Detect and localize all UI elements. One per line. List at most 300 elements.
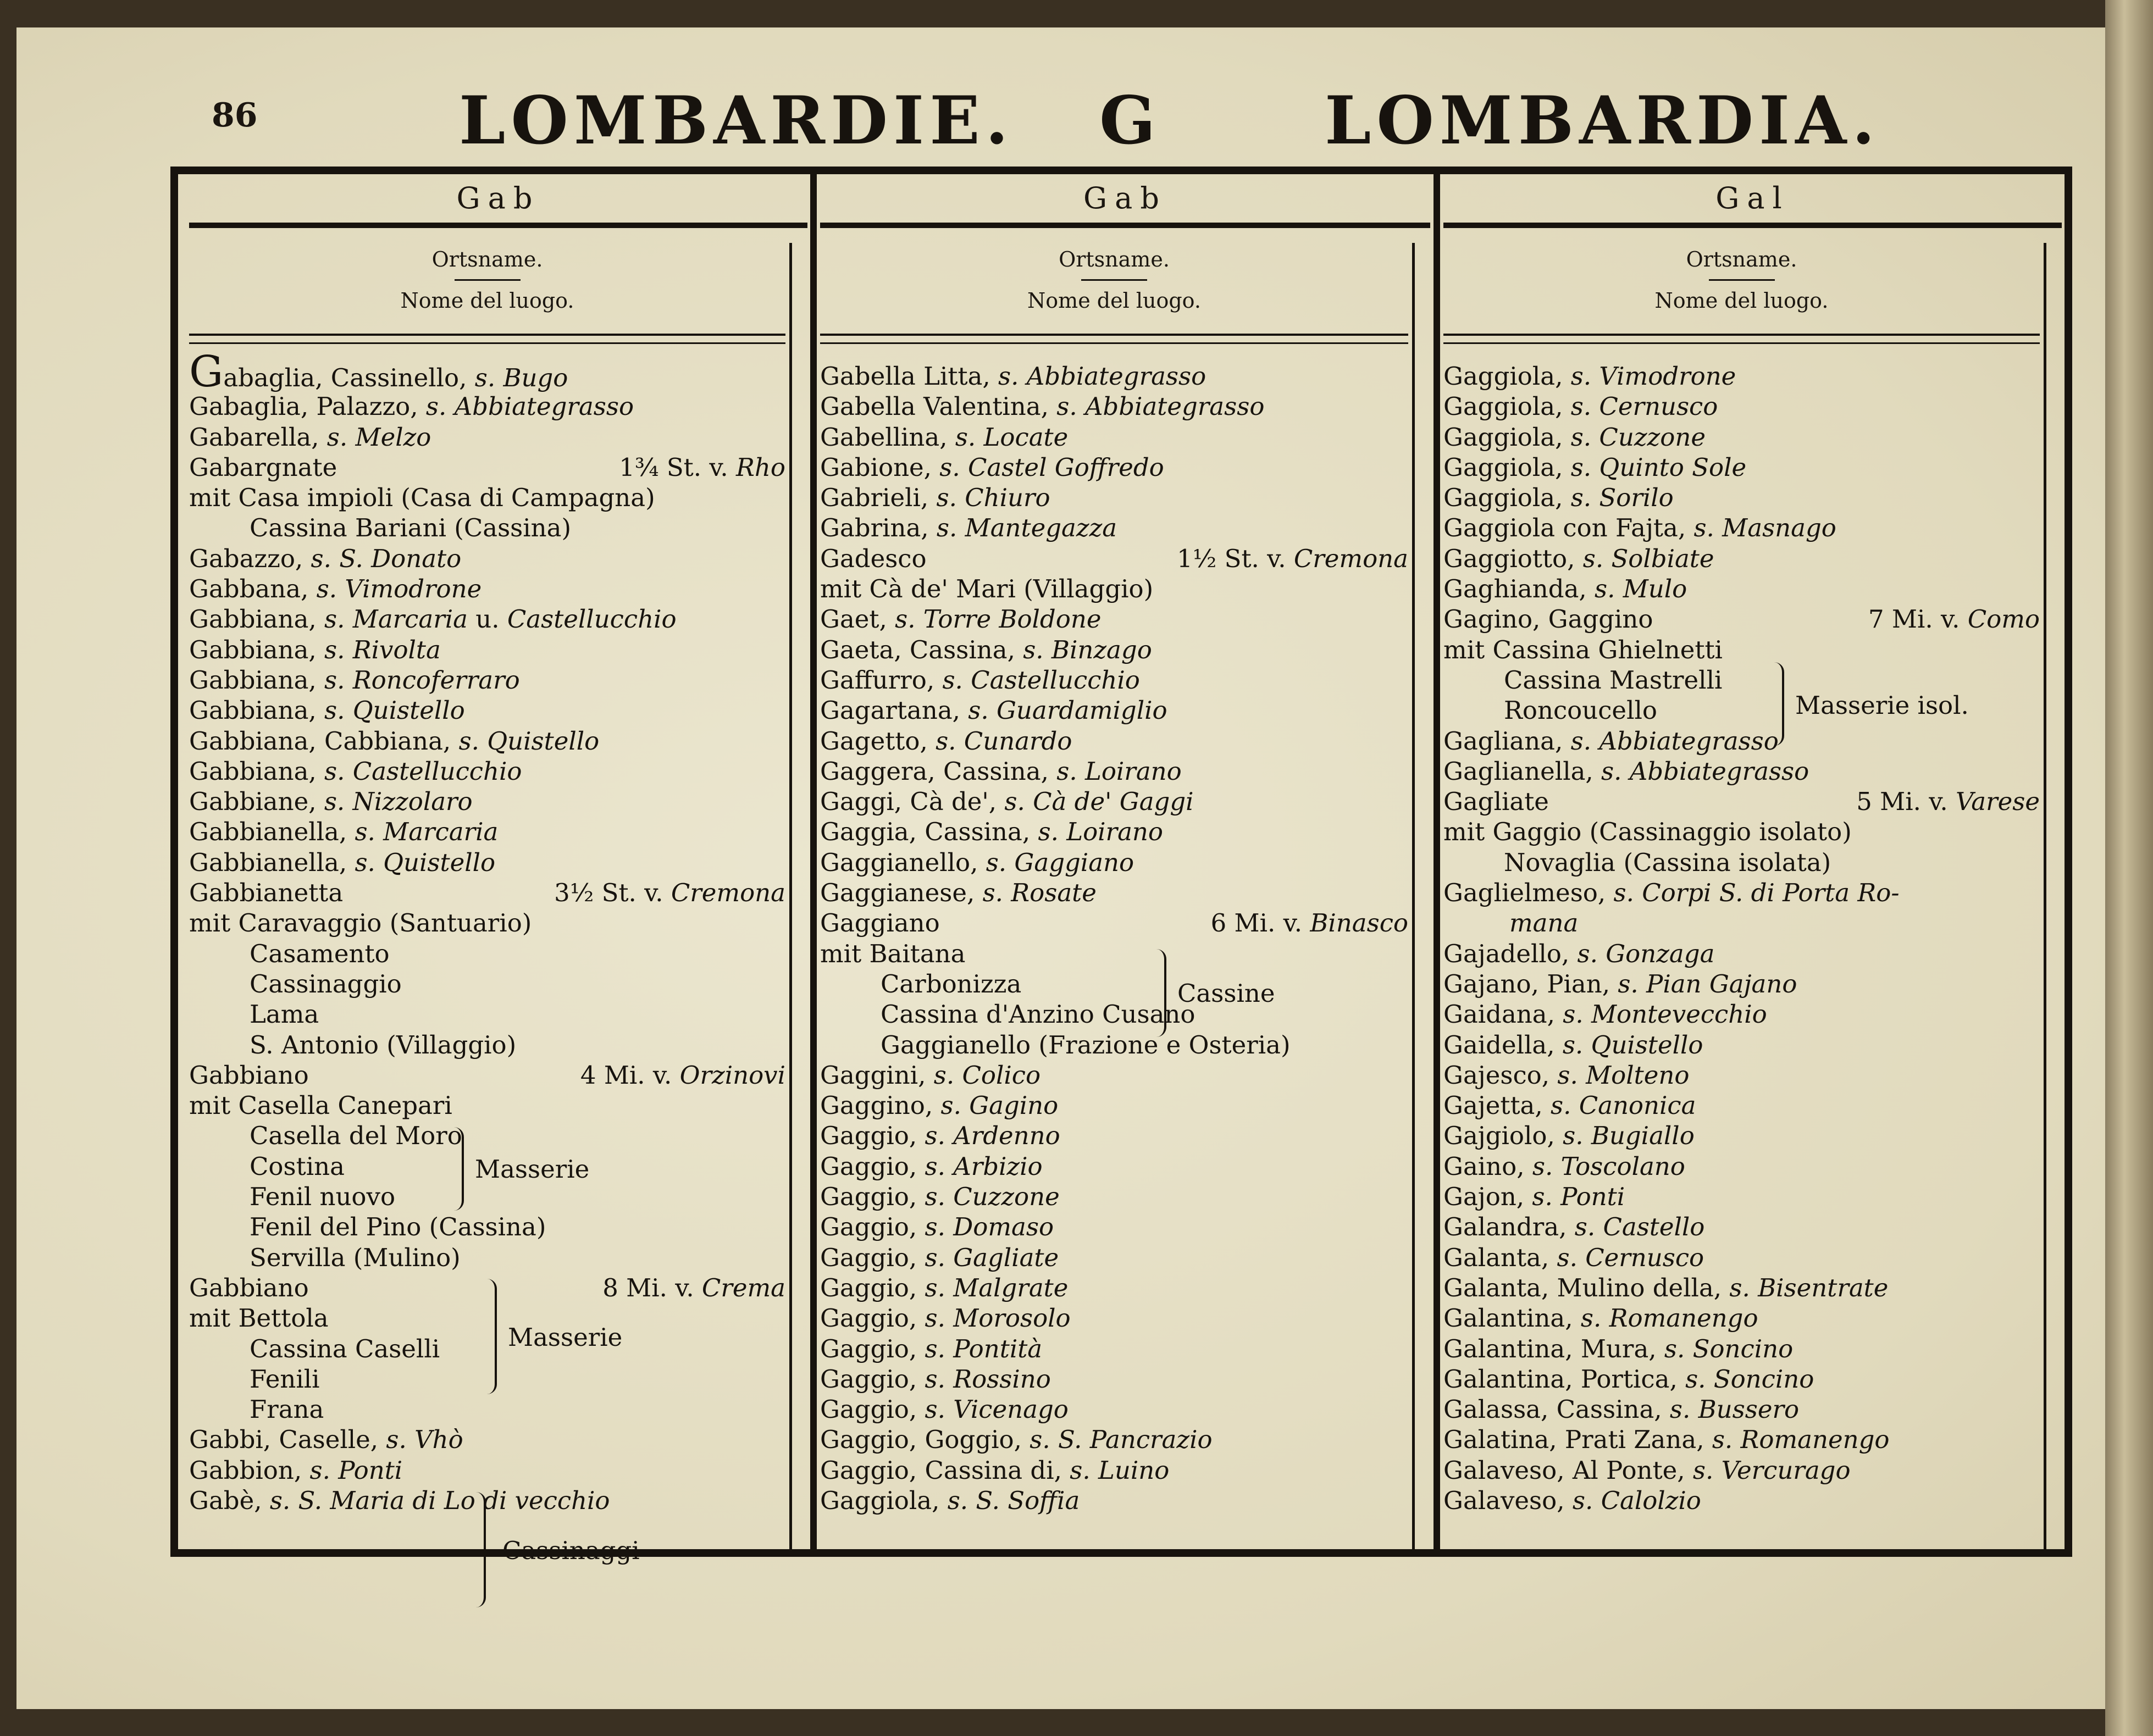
entry-place: Quistello [1591,1030,1703,1060]
entry-ref: s. [1557,1243,1586,1272]
title-left: LOMBARDIE. [459,82,1014,159]
entry-row [189,817,785,847]
entry-ref: s. [925,1395,954,1424]
entry-place: Castellucchio [352,756,522,786]
entry-name: Gagliana, [1443,726,1563,756]
brace [475,1492,486,1607]
entry-name: Gabargnate [189,452,337,482]
entry-ref: s. [925,1121,954,1151]
entry-name: Gabbianetta [189,878,344,908]
entry-row [1443,1273,2040,1303]
entry-name: Casella del Moro [250,1121,462,1151]
entry-row [189,1394,785,1424]
entry-place: Quistello [352,696,465,725]
distance-place: Orzinovi [679,1060,785,1090]
entry-name: Gaggio, [820,1121,917,1151]
entry-row [189,939,785,969]
entry-place: Rossino [953,1364,1051,1394]
entry-conj: u. [467,604,507,634]
entry-name: mit Casa impioli (Casa di Campagna) [189,483,655,513]
entry-name: Gabbiana, [189,756,317,786]
entry-row [1443,482,2040,513]
entry-row [1443,635,2040,665]
entry-name: Galaveso, Al Ponte, [1443,1455,1685,1485]
column-rule [789,243,792,1550]
entry-place: S. Soffia [976,1485,1080,1515]
entry-ref: s. [1557,1060,1586,1090]
entry-place: Castello [1603,1212,1705,1242]
entry-name: Gajetta, [1443,1091,1543,1121]
entry-name: Cassina Mastrelli [1504,665,1723,695]
entry-row [820,695,1408,725]
entry-row [820,513,1408,543]
entry-name: Gabbiana, [189,635,317,664]
entry-place: Ponti [338,1455,403,1485]
entry-ref: s. [955,422,984,452]
entry-distance [1868,604,2040,634]
entry-place: Sorilo [1599,483,1674,513]
entry-place: Montevecchio [1591,1000,1767,1029]
entry-row [820,482,1408,513]
column-head: Gab [820,174,1430,228]
entry-name: Gabarella, [189,422,319,452]
entry-row [1443,422,2040,452]
entry-name: Gaffurro, [820,665,935,695]
entry-row [189,635,785,665]
entry-row [820,361,1408,391]
entry-row [189,513,785,543]
entry-name: abaglia, Cassinello, [223,363,467,392]
distance-place: Rho [736,452,785,482]
entry-name: Gaggio, [820,1243,917,1272]
entry-name: Galassa, Cassina, [1443,1395,1662,1424]
entry-row [1443,999,2040,1029]
entry-name: Gaggio, Cassina di, [820,1455,1062,1485]
entry-name: Gaggio, [820,1212,917,1242]
entry-row [189,1424,785,1455]
entry-place: Gagino [969,1091,1059,1121]
entry-row [189,1212,785,1242]
entry-name: Gaggianello (Frazione e Osteria) [881,1030,1291,1060]
entry-name: Servilla (Mulino) [250,1243,461,1272]
entry-place: Solbiate [1611,543,1714,573]
entry-row [1443,1364,2040,1394]
entry-ref: s. [1030,1425,1058,1455]
entry-name: Gabbiana, [189,604,317,634]
subheader-rule [1081,279,1147,281]
entry-name: Gajano, Pian, [1443,969,1610,999]
entry-place: Masnago [1722,513,1836,543]
entry-list [820,361,1408,1516]
entry-row [820,574,1408,604]
distance-value: 3½ St. v. [554,878,671,908]
entry-place: Quistello [383,847,496,877]
table-frame [170,167,2072,1565]
initial-letter: G [189,347,224,397]
entry-name: Gaggiano [820,908,940,938]
entry-ref: s. [355,817,384,847]
entry-place: Mantegazza [965,513,1117,543]
entry-place: Binzago [1051,635,1152,664]
entry-name: Gabbiana, [189,665,317,695]
entry-ref: s. [1562,1030,1591,1060]
entry-ref: s. [1577,939,1606,968]
entry-name: Gaino, [1443,1151,1525,1181]
entry-name: Gaggianello, [820,847,978,877]
entry-place: Quistello [487,726,600,756]
distance-value: 6 Mi. v. [1210,908,1310,938]
entry-ref: s. [1532,1151,1561,1181]
entry-ref: s. [936,483,965,513]
entry-row [189,1121,785,1151]
entry-row [820,391,1408,421]
entry-place: S. Maria di Lo di vecchio [298,1485,610,1515]
entry-ref: s. [1056,756,1085,786]
column-subheader [189,243,785,334]
entry-name: mit Caravaggio (Santuario) [189,908,532,938]
entry-row [189,1182,785,1212]
entry-name: Gaggio, Goggio, [820,1425,1022,1455]
entry-place: Cunardo [964,726,1072,756]
entry-name: Cassina Bariani (Cassina) [250,513,572,543]
entry-ref: s. [316,574,345,604]
entry-name: Gagino, Gaggino [1443,604,1653,634]
entry-row [189,543,785,574]
entry-place: Vhò [414,1425,463,1455]
entry-ref: s. [998,362,1027,391]
entry-ref: s. [324,696,353,725]
distance-place: Cremona [1293,543,1408,573]
entry-row [820,422,1408,452]
entry-place: Rivolta [352,635,441,664]
entry-row [189,847,785,878]
entry-place: Abbiategrasso [1599,726,1779,756]
entry-ref: s. [936,513,965,543]
entry-row [1443,1030,2040,1060]
entry-row [820,1334,1408,1364]
column-3 [1443,174,2062,1549]
entry-place: Mulo [1623,574,1687,604]
entry-row [1443,1455,2040,1485]
entry-name: Gaggio, [820,1273,917,1302]
entry-distance [602,1273,785,1303]
entry-row [820,1030,1408,1060]
entry-place: Loirano [1066,817,1163,847]
entry-ref: s. [925,1243,954,1272]
entry-ref: s. [925,1364,954,1394]
entry-name: Casamento [250,939,390,968]
distance-value: 1½ St. v. [1177,543,1294,573]
entry-place: Bisentrate [1758,1273,1889,1302]
entry-name: Cassina Caselli [250,1334,440,1363]
entry-row [1443,726,2040,756]
nome-label: Nome del luogo. [1027,289,1201,313]
entry-ref: s. [324,635,353,664]
column-subheader [1443,243,2040,334]
distance-place: Como [1967,604,2040,634]
entry-ref: s. [1613,878,1642,908]
entry-name: Gaggio, [820,1334,917,1363]
entry-row [189,391,785,421]
entry-row [820,1151,1408,1182]
entry-row [1443,1121,2040,1151]
distance-value: 8 Mi. v. [602,1273,702,1302]
entry-place: Abbiategrasso [454,392,634,421]
entry-name: mit Cassina Ghielnetti [1443,635,1723,664]
entry-name: Roncoucello [1504,696,1657,725]
entry-row [820,786,1408,817]
entry-row [189,969,785,999]
entry-place: Soncino [1692,1334,1794,1363]
entry-ref: s. [925,1151,954,1181]
distance-value: 1¾ St. v. [619,452,737,482]
entry-name: Carbonizza [881,969,1022,999]
entry-ref: s. [1729,1273,1758,1302]
entry-name: Gaggiola, [1443,362,1563,391]
entry-ref: s. [1572,1485,1601,1515]
entry-row [820,1364,1408,1394]
entry-name: Gabbiano [189,1273,309,1302]
brace [453,1127,464,1211]
entry-place: Guardamiglio [996,696,1167,725]
entry-distance [1211,908,1408,938]
entry-row [820,908,1408,938]
entry-row [1443,452,2040,482]
ortsname-label: Ortsname. [431,247,543,271]
entry-name: Galandra, [1443,1212,1567,1242]
entry-name: Galanta, [1443,1243,1549,1272]
entry-ref: s. [458,726,488,756]
entry-place: Cernusco [1599,392,1718,421]
entry-ref: s. [324,787,353,817]
entry-place: Bugo [503,363,568,392]
brace [1773,662,1784,746]
entry-row [189,695,785,725]
entry-row [1443,513,2040,543]
subheader-rule [1709,279,1775,281]
entry-row [1443,1151,2040,1182]
entry-name: Galaveso, [1443,1485,1565,1515]
ortsname-label: Ortsname. [1059,247,1170,271]
entry-distance [554,878,785,908]
entry-place: Rosate [1011,878,1097,908]
entry-place: Romanengo [1740,1425,1890,1455]
entry-row [1443,1060,2040,1090]
entry-name: Gaidella, [1443,1030,1555,1060]
entry-ref: s. [925,1273,954,1302]
entry-place: Ponti [1560,1182,1625,1212]
entry-name: Gabella Litta, [820,362,990,391]
entry-ref: s. [1550,1091,1579,1121]
entry-row [189,1090,785,1121]
entry-ref: s. [1580,1304,1609,1333]
entry-place: Cuzzone [1599,422,1706,452]
entry-row [820,1060,1408,1090]
entry-name: Gaggiola, [1443,483,1563,513]
entry-name: Gabazzo, [189,543,303,573]
brace-label: Masserie [508,1323,623,1352]
entry-row [820,1090,1408,1121]
entry-name: Fenil nuovo [250,1182,396,1212]
entry-row [189,726,785,756]
entry-name: Fenili [250,1364,320,1394]
entry-ref: s. [968,696,997,725]
entry-ref: s. [1004,787,1033,817]
entry-name: Galanta, Mulino della, [1443,1273,1722,1302]
entry-place: Marcaria [352,604,468,634]
entry-row [1443,1303,2040,1333]
entry-row [820,604,1408,634]
entry-name: Gaggiola, [1443,452,1563,482]
entry-ref: s. [1601,756,1630,786]
entry-name: Gaggio, [820,1395,917,1424]
subheader-rule-double [189,334,785,344]
entry-name: Gabrieli, [820,483,929,513]
entry-ref: s. [425,392,455,421]
subheader-rule-double [1443,334,2040,344]
entry-name: Gabbana, [189,574,309,604]
entry-name: Lama [250,1000,319,1029]
entry-place: Cuzzone [953,1182,1060,1212]
entry-row [189,1455,785,1485]
ortsname-label: Ortsname. [1686,247,1797,271]
entry-row [189,574,785,604]
entry-name: Gaggio, [820,1304,917,1333]
entry-name: Gabbi, Caselle, [189,1425,379,1455]
entry-row [1443,1334,2040,1364]
entry-name: Cassinaggio [250,969,402,999]
entry-row [1443,604,2040,634]
column-2 [820,174,1430,1549]
entry-row [189,1030,785,1060]
entry-name: Gaggiola, [820,1485,940,1515]
entry-place: Soncino [1713,1364,1814,1394]
entry-distance [619,452,785,482]
entry-row [189,482,785,513]
entry-place: Gagliate [953,1243,1059,1272]
entry-place: Abbiategrasso [1629,756,1809,786]
entry-place: Toscolano [1560,1151,1685,1181]
entry-name: Gaggiola, [1443,392,1563,421]
entry-ref: s. [933,1060,962,1090]
entry-place: Chiuro [965,483,1050,513]
entry-name: Gabellina, [820,422,948,452]
entry-row [820,1424,1408,1455]
entry-name: Gaglianella, [1443,756,1593,786]
entry-row [820,1212,1408,1242]
entry-row [1443,1182,2040,1212]
distance-place: Varese [1955,787,2040,817]
subheader-rule-double [820,334,1408,344]
entry-name: Cassina d'Anzino Cusano [881,1000,1196,1029]
distance-place: Cremona [671,878,785,908]
entry-place: Vimodrone [345,574,482,604]
entry-name: Gaggino, [820,1091,933,1121]
entry-row [1443,1424,2040,1455]
entry-ref: s. [1692,1455,1722,1485]
entry-row [1443,1212,2040,1242]
entry-place: Gaggiano [1014,847,1134,877]
entry-row [1443,847,2040,878]
entry-row [820,969,1408,999]
column-head: Gal [1443,174,2062,228]
entry-place: Romanengo [1609,1304,1758,1333]
column-separator [1434,174,1440,1549]
title-letter: G [1099,82,1161,159]
entry-place: Marcaria [383,817,499,847]
entry-place: Gonzaga [1606,939,1715,968]
entry-place: S. Donato [339,543,462,573]
entry-ref: s. [1570,452,1599,482]
entry-row [189,908,785,938]
brace-label: Cassine [1177,979,1275,1008]
distance-value: 7 Mi. v. [1868,604,1968,634]
entry-ref: s. [895,604,923,634]
entry-ref: s. [1664,1334,1693,1363]
entry-place: Castel Goffredo [968,452,1164,482]
entry-ref: s. [1532,1182,1561,1212]
entry-name: Gaggio, [820,1151,917,1181]
entry-ref: s. [982,878,1011,908]
entry-row [189,604,785,634]
entry-row [820,726,1408,756]
distance-value: 5 Mi. v. [1856,787,1956,817]
entry-row [189,347,785,397]
entry-ref: s. [1693,513,1723,543]
entry-row [1443,908,2040,938]
entry-place: mana [1509,908,1579,938]
entry-row [189,452,785,482]
entry-row [820,1394,1408,1424]
entry-name: Novaglia (Cassina isolata) [1504,847,1831,877]
entry-name: Gaggiotto, [1443,543,1575,573]
entry-ref: s. [1712,1425,1741,1455]
entry-place: Nizzolaro [352,787,473,817]
entry-ref: s. [1685,1364,1714,1394]
entry-ref: s. [940,1091,970,1121]
entry-name: Gaggi, Cà de', [820,787,997,817]
entry-ref: s. [269,1485,298,1515]
page-edge [2105,0,2153,1736]
entry-place: Morosolo [953,1304,1071,1333]
entry-place: Locate [983,422,1069,452]
entry-row [189,878,785,908]
entry-name: Gaggini, [820,1060,926,1090]
entry-name: Gaggera, Cassina, [820,756,1049,786]
entry-row [820,1485,1408,1516]
entry-row [820,452,1408,482]
entry-row [820,999,1408,1029]
entry-row [1443,786,2040,817]
entry-name: Galantina, [1443,1304,1573,1333]
entry-ref: s. [1570,392,1599,421]
entry-row [820,1273,1408,1303]
entry-row [1443,361,2040,391]
entry-ref: s. [1582,543,1612,573]
entry-name: Fenil del Pino (Cassina) [250,1212,546,1242]
entry-name: Gaeta, Cassina, [820,635,1015,664]
entry-ref: s. [324,756,353,786]
entry-ref: s. [1618,969,1647,999]
entry-ref: s. [1570,483,1599,513]
nome-label: Nome del luogo. [400,289,574,313]
entry-name: Gajgiolo, [1443,1121,1555,1151]
nome-label: Nome del luogo. [1654,289,1829,313]
entry-row [1443,574,2040,604]
entry-name: mit Casella Canepari [189,1091,452,1121]
entry-ref: s. [936,726,964,756]
entry-place: Castellucchio [971,665,1140,695]
